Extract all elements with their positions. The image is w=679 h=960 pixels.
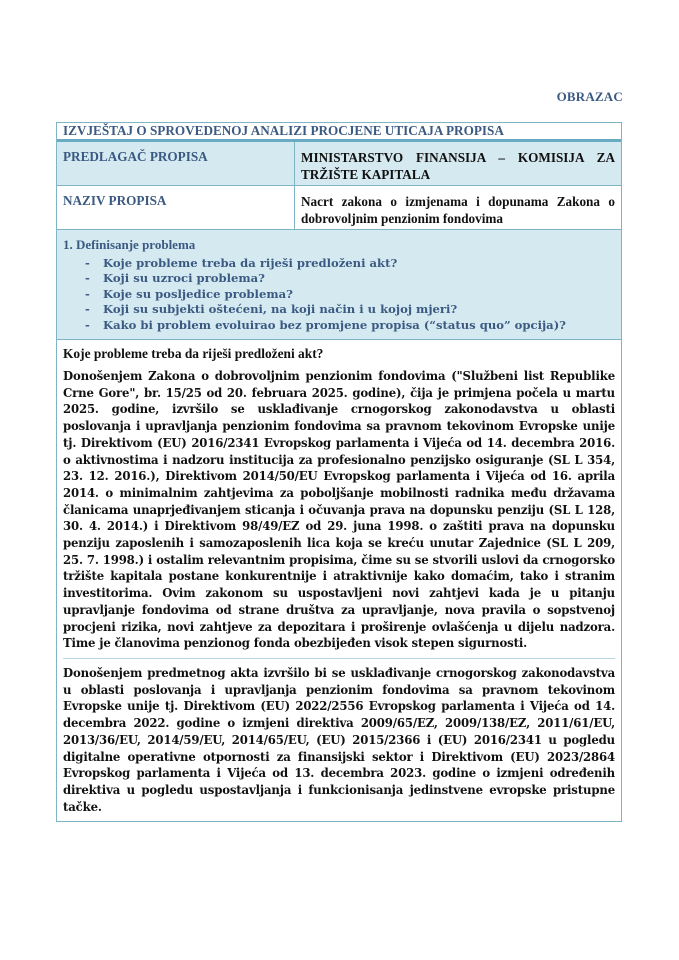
- regulation-name-row: [57, 186, 621, 230]
- list-item: - Kako bi problem evoluirao bez promjene propisa (“status quo” opcija)?: [85, 317, 566, 332]
- answer-question: Koje probleme treba da riješi predloženi akt?: [63, 346, 324, 362]
- dash-bullet-icon: -: [85, 256, 90, 270]
- answer-paragraph: Donošenjem predmetnog akta izvršilo bi se usklađivanje crnogorskog zakonodavstva u oblasti poslovanja i upravljanja penzionim fondovima sa pravnom tekovinom Evropske unije tj. Direktivom (EU) 2022/2556 Evropskog parlamenta i Vijeća od 14. decembra 2022. godine o izmjeni direktiva 2009/65/EZ, 2009/138/EZ, 2011/61/EU, 2013/36/EU, 2014/59/EU, 2014/65/EU, (EU) 2015/2366 i (EU) 2016/2341 u pogledu digitalne operativne otpornosti za finansijski sektor i Direktivom (EU) 2023/2864 Evropskog parlamenta i Vijeća od 13. decembra 2023. godine o izmjeni određenih direktiva u pogledu uspostavljanja i funkcionisanja jedinstvene evropske pristupne tačke.: [63, 658, 615, 815]
- table-title: IZVJEŠTAJ O SPROVEDENOJ ANALIZI PROCJENE UTICAJA PROPISA: [63, 123, 504, 138]
- dash-bullet-icon: -: [85, 286, 90, 301]
- list-item: - Koji su uzroci problema?: [85, 271, 265, 286]
- proposer-value: MINISTARSTVO FINANSIJA – KOMISIJA ZA TRŽIŠTE KAPITALA: [301, 150, 615, 182]
- problem-definition-section: [57, 230, 621, 340]
- answer-paragraph: Donošenjem Zakona o dobrovoljnim penzionim fondovima ("Službeni list Republike Crne Gore", br. 15/25 od 20. februara 2025. godine), čija je primjena počela u martu 2025. godine, izvršilo se usklađivanje crnogorskog zakonodavstva u oblasti poslovanja i upravljanja penzionim fondovima sa pravnom tekovinom Evropske unije tj. Direktivom (EU) 2016/2341 Evropskog parlamenta i Vijeća od 14. decembra 2016. o aktivnostima i nadzoru institucija za profesionalno penzijsko osiguranje (SL L 354, 23. 12. 2016.), Direktivom 2014/50/EU Evropskog parlamenta i Vijeća od 16. aprila 2014. o minimalnim zahtjevima za poboljšanje mobilnosti radnika među državama članicama unaprjeđivanjem sticanja i očuvanja prava na dopunsku penziju (SL L 128, 30. 4. 2014.) i Direktivom 98/49/EZ od 29. juna 1998. o zaštiti prava na dopunsku penziju zaposlenih i samozaposlenih lica koja se kreću unutar Zajednice (SL L 209, 25. 7. 1998.) i ostalim relevantnim propisima, čime su se stvorili uslovi da crnogorsko tržište kapitala postane konkurentnije i atraktivnije kako domaćim, tako i stranim investitorima. Ovim zakonom su uspostavljeni novi zahtjevi kada je u pitanju upravljanje fondovima od strane društva za upravljanje, nova pravila o sopstvenoj procjeni rizika, novi zahtjeve za depozitara i proširenje ovlašćenja u dijelu nadzora. Time je članovima penzionog fonda obezbijeđen visok stepen sigurnosti.: [63, 369, 615, 651]
- impact-assessment-table: [56, 122, 622, 822]
- form-label: OBRAZAC: [556, 89, 623, 104]
- regulation-name-value: Nacrt zakona o izmjenama i dopunama Zakona o dobrovoljnim penzionim fondovima: [301, 194, 615, 226]
- guiding-questions-list: [63, 256, 615, 333]
- dash-bullet-icon: -: [85, 317, 90, 332]
- list-item: - Koji su subjekti oštećeni, na koji način i u kojoj mjeri?: [85, 302, 458, 317]
- list-item: - Koje probleme treba da riješi predloženi akt?: [85, 256, 398, 270]
- proposer-row: [57, 142, 621, 186]
- section-title: 1. Definisanje problema: [63, 237, 196, 252]
- dash-bullet-icon: -: [85, 271, 90, 286]
- list-item: - Koje su posljedice problema?: [85, 286, 293, 301]
- answer-section: [57, 340, 621, 821]
- table-title-row: [57, 123, 621, 142]
- proposer-label: PREDLAGAČ PROPISA: [57, 142, 295, 185]
- dash-bullet-icon: -: [85, 302, 90, 317]
- regulation-name-label: NAZIV PROPISA: [57, 186, 295, 229]
